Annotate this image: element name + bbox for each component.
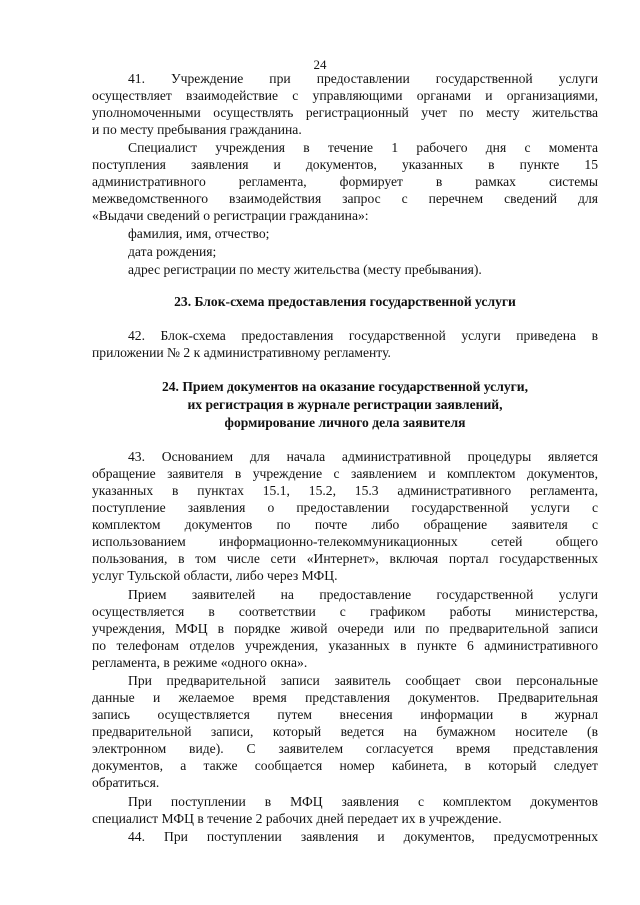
paragraph-prebook-line: обратиться. xyxy=(92,775,160,790)
paragraph-prebook-line: При предварительной записи заявитель сообщает свои персональные xyxy=(128,673,598,688)
paragraph-43-line: обращение заявителя в учреждение с заявлением и комплектом документов, xyxy=(92,466,598,481)
paragraph-mfc-line: При поступлении в МФЦ заявления с комплектом документов xyxy=(128,794,598,809)
paragraph-specialist-line: «Выдачи сведений о регистрации гражданина»: xyxy=(92,208,369,223)
paragraph-43-line: услуг Тульской области, либо через МФЦ. xyxy=(92,568,338,583)
paragraph-specialist-line: административного регламента, формирует в рамках системы xyxy=(92,174,598,189)
paragraph-prebook-line: электронном виде). С заявителем согласуется время представления xyxy=(92,741,598,756)
paragraph-42-line: приложении № 2 к административному регламенту. xyxy=(92,345,391,360)
paragraph-43-line: поступление заявления о предоставлении государственной услуги с xyxy=(92,500,598,515)
paragraph-prebook-line: запись осуществляется путем внесения информации в журнал xyxy=(92,707,598,722)
paragraph-42-line: 42. Блок-схема предоставления государственной услуги приведена в xyxy=(128,328,598,343)
paragraph-41-line: 41. Учреждение при предоставлении государственной услуги xyxy=(128,71,598,86)
page-number: 24 xyxy=(313,57,327,72)
list-item: фамилия, имя, отчество; xyxy=(128,226,270,241)
paragraph-43-line: комплектом документов по почте либо обращение заявителя с xyxy=(92,517,598,532)
paragraph-reception-line: осуществляется в соответствии с графиком работы министерства, xyxy=(92,604,598,619)
paragraph-44-line: 44. При поступлении заявления и документов, предусмотренных xyxy=(128,829,598,844)
paragraph-prebook-line: документов, а также сообщается номер кабинета, в который следует xyxy=(92,758,598,773)
paragraph-43-line: указанных в пунктах 15.1, 15.2, 15.3 административного регламента, xyxy=(92,483,598,498)
section-24-heading: их регистрация в журнале регистрации заявлений, xyxy=(187,397,503,412)
paragraph-specialist-line: Специалист учреждения в течение 1 рабочего дня с момента xyxy=(128,140,598,155)
paragraph-41-line: уполномоченными осуществлять регистрационный учет по месту жительства xyxy=(92,105,598,120)
section-23-heading: 23. Блок-схема предоставления государственной услуги xyxy=(174,294,516,309)
paragraph-prebook-line: предварительной записи, который ведется на бумажном носителе (в xyxy=(92,724,598,739)
paragraph-prebook-line: данные и желаемое время представления документов. Предварительная xyxy=(92,690,598,705)
paragraph-43-line: пользования, в том числе сети «Интернет», включая портал государственных xyxy=(92,551,598,566)
list-item: дата рождения; xyxy=(128,244,217,259)
paragraph-41-line: и по месту пребывания гражданина. xyxy=(92,122,302,137)
paragraph-43-line: использованием информационно-телекоммуникационных сетей общего xyxy=(92,534,598,549)
paragraph-specialist-line: межведомственного взаимодействия запрос с перечнем сведений для xyxy=(92,191,598,206)
section-24-heading: 24. Прием документов на оказание государственной услуги, xyxy=(161,379,529,394)
paragraph-reception-line: регламента, в режиме «одного окна». xyxy=(92,655,308,670)
paragraph-reception-line: Прием заявителей на предоставление государственной услуги xyxy=(128,587,598,602)
section-24-heading: формирование личного дела заявителя xyxy=(224,415,466,430)
paragraph-specialist-line: поступления заявления и документов, указанных в пункте 15 xyxy=(92,157,598,172)
paragraph-43-line: 43. Основанием для начала административной процедуры является xyxy=(128,449,598,464)
list-item: адрес регистрации по месту жительства (месту пребывания). xyxy=(128,262,482,277)
paragraph-reception-line: по телефонам отделов учреждения, указанных в пункте 6 административного xyxy=(92,638,598,653)
paragraph-41-line: осуществляет взаимодействие с управляющими органами и организациями, xyxy=(92,88,598,103)
paragraph-mfc-line: специалист МФЦ в течение 2 рабочих дней передает их в учреждение. xyxy=(92,811,502,826)
paragraph-reception-line: учреждения, МФЦ в порядке живой очереди или по предварительной записи xyxy=(92,621,598,636)
